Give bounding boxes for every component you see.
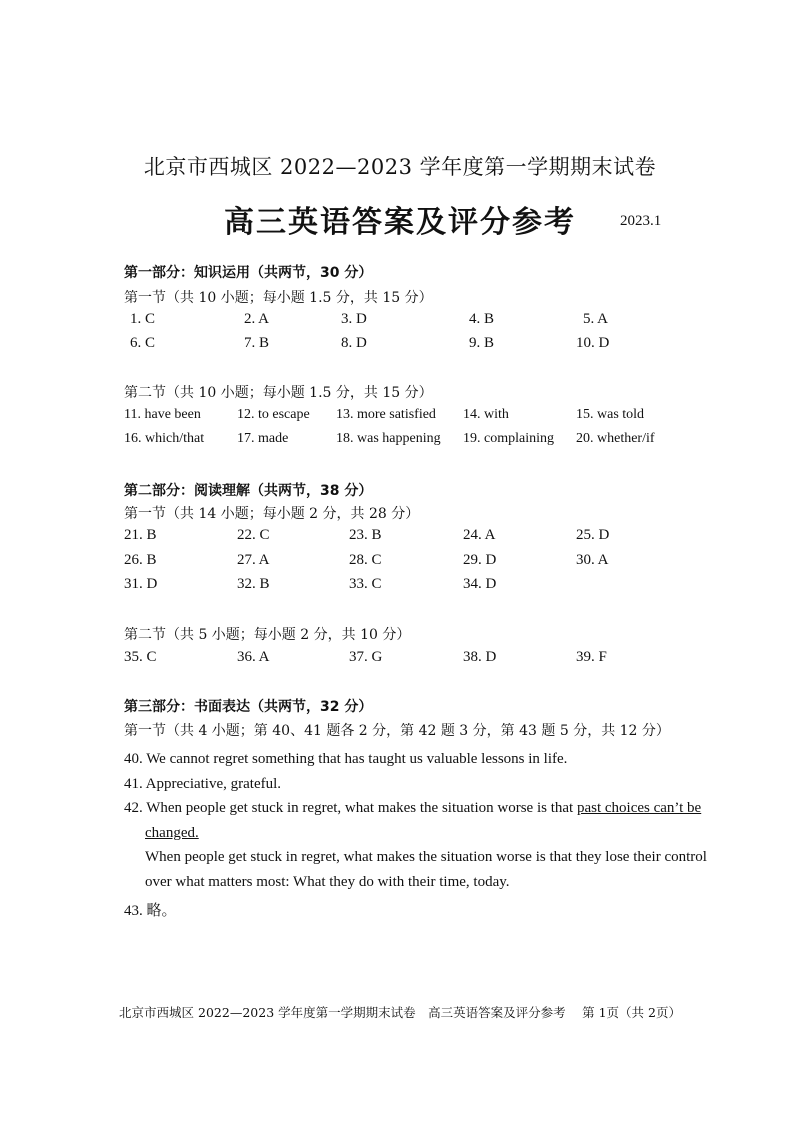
answer-42-line1 (124, 800, 701, 817)
answer-42-prefix: 42. When people get stuck in regret, what makes the situation worse is that (124, 800, 577, 816)
answer-item: 10. D (576, 335, 610, 351)
answer-item: 28. C (349, 552, 382, 568)
answer-item: 18. was happening (336, 431, 441, 446)
page-title: 高三英语答案及评分参考 (224, 205, 576, 240)
answer-item: 22. C (237, 527, 270, 543)
part1-title: 第一部分：知识运用（共两节，30 分） (124, 265, 373, 281)
answer-item: 13. more satisfied (336, 407, 436, 422)
answer-item: 11. have been (124, 407, 201, 422)
answer-item: 26. B (124, 552, 157, 568)
answer-item: 27. A (237, 552, 270, 568)
answer-item: 21. B (124, 527, 157, 543)
part3-title: 第三部分：书面表达（共两节，32 分） (124, 699, 373, 715)
answer-item: 33. C (349, 576, 382, 592)
answer-42-underlined-part2: changed. (145, 825, 199, 841)
answer-43: 43. 略。 (124, 903, 177, 919)
answer-item: 29. D (463, 552, 497, 568)
page-footer: 北京市西城区 2022—2023 学年度第一学期期末试卷 高三英语答案及评分参考 第 1页（共 2页） (119, 1005, 681, 1020)
answer-item: 23. B (349, 527, 382, 543)
part1-section2-title: 第二节（共 10 小题；每小题 1.5 分，共 15 分） (124, 385, 433, 401)
answer-42-underlined-part1: past choices can’t be (576, 800, 702, 816)
answer-42-alternative-line1: When people get stuck in regret, what makes the situation worse is that they lose their control (145, 849, 707, 865)
answer-item: 34. D (463, 576, 497, 592)
answer-item: 25. D (576, 527, 610, 543)
answer-item: 39. F (576, 649, 607, 665)
answer-item: 31. D (124, 576, 158, 592)
answer-item: 16. which/that (124, 431, 205, 446)
answer-item: 7. B (244, 335, 270, 351)
answer-item: 37. G (349, 649, 383, 665)
answer-item: 35. C (124, 649, 157, 665)
answer-item: 32. B (237, 576, 270, 592)
answer-item: 14. with (463, 407, 509, 422)
title-date: 2023.1 (620, 213, 662, 229)
answer-item: 8. D (341, 335, 367, 351)
answer-item: 5. A (583, 311, 609, 327)
answer-42-alternative-line2: over what matters most: What they do with their time, today. (145, 874, 510, 890)
answer-item: 30. A (576, 552, 609, 568)
answer-item: 20. whether/if (576, 431, 655, 446)
part2-section2-title: 第二节（共 5 小题；每小题 2 分，共 10 分） (124, 627, 411, 643)
answer-item: 36. A (237, 649, 270, 665)
answer-item: 9. B (469, 335, 495, 351)
part1-section1-title: 第一节（共 10 小题；每小题 1.5 分，共 15 分） (124, 290, 433, 306)
answer-item: 2. A (244, 311, 270, 327)
answer-item: 3. D (341, 311, 367, 327)
answer-item: 6. C (130, 335, 156, 351)
part2-title: 第二部分：阅读理解（共两节，38 分） (124, 483, 373, 499)
answer-item: 19. complaining (463, 431, 554, 446)
answer-41: 41. Appreciative, grateful. (124, 776, 282, 792)
answer-40: 40. We cannot regret something that has taught us valuable lessons in life. (124, 751, 568, 767)
part3-section1-title: 第一节（共 4 小题；第 40、41 题各 2 分，第 42 题 3 分，第 43 题 5 分，共 12 分） (124, 723, 670, 739)
answer-item: 1. C (130, 311, 156, 327)
answer-item: 24. A (463, 527, 496, 543)
answer-item: 12. to escape (237, 407, 310, 422)
answer-item: 38. D (463, 649, 497, 665)
exam-header-line: 北京市西城区 2022—2023 学年度第一学期期末试卷 (143, 155, 657, 179)
answer-item: 15. was told (576, 407, 645, 422)
part2-section1-title: 第一节（共 14 小题；每小题 2 分，共 28 分） (124, 506, 420, 522)
answer-item: 4. B (469, 311, 495, 327)
answer-item: 17. made (237, 431, 289, 446)
